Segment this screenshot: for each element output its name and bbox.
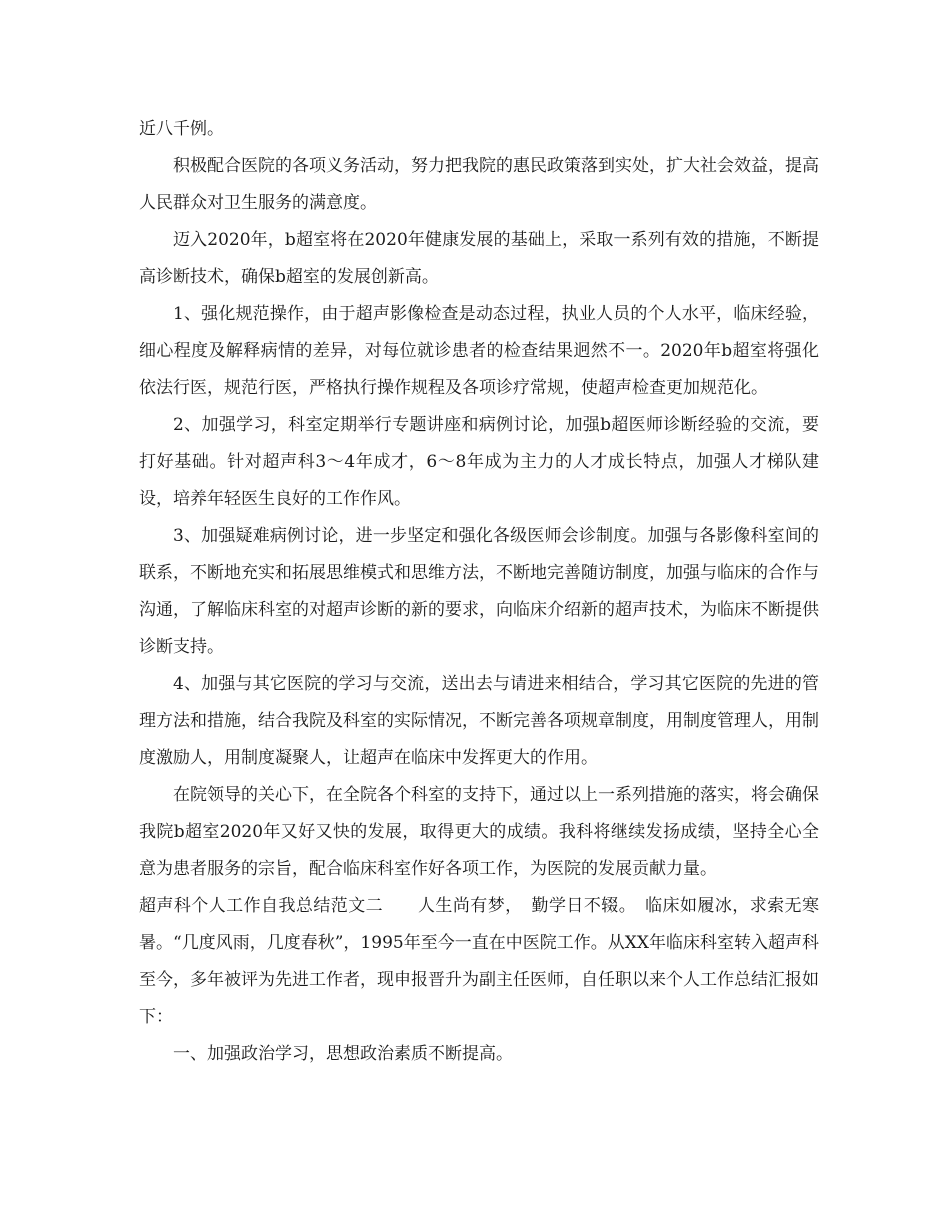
paragraph-5: 2、加强学习，科室定期举行专题讲座和病例讨论，加强b超医师诊断经验的交流，要打好基础。针对超声科3～4年成才，6～8年成为主力的人才成长特点，加强人才梯队建设，培养年轻医生良好的工作作风。 xyxy=(139,415,819,509)
paragraph-3: 迈入2020年，b超室将在2020年健康发展的基础上，采取一系列有效的措施，不断提高诊断技术，确保b超室的发展创新高。 xyxy=(139,230,819,287)
paragraph-2: 积极配合医院的各项义务活动，努力把我院的惠民政策落到实处，扩大社会效益，提高人民群众对卫生服务的满意度。 xyxy=(139,156,819,213)
paragraph-7: 4、加强与其它医院的学习与交流，送出去与请进来相结合，学习其它医院的先进的管理方法和措施，结合我院及科室的实际情况，不断完善各项规章制度，用制度管理人，用制度激励人，用制度凝聚人，让超声在临床中发挥更大的作用。 xyxy=(139,674,819,768)
paragraph-6: 3、加强疑难病例讨论，进一步坚定和强化各级医师会诊制度。加强与各影像科室间的联系，不断地充实和拓展思维模式和思维方法，不断地完善随访制度，加强与临床的合作与沟通，了解临床科室的对超声诊断的新的要求，向临床介绍新的超声技术，为临床不断提供诊断支持。 xyxy=(139,526,819,657)
paragraph-8: 在院领导的关心下，在全院各个科室的支持下，通过以上一系列措施的落实，将会确保我院b超室2020年又好又快的发展，取得更大的成绩。我科将继续发扬成绩，坚持全心全意为患者服务的宗旨，配合临床科室作好各项工作，为医院的发展贡献力量。 xyxy=(139,785,819,879)
paragraph-4: 1、强化规范操作，由于超声影像检查是动态过程，执业人员的个人水平，临床经验，细心程度及解释病情的差异，对每位就诊患者的检查结果迥然不一。2020年b超室将强化依法行医，规范行医，严格执行操作规程及各项诊疗常规，使超声检查更加规范化。 xyxy=(139,304,819,398)
paragraph-10: 一、加强政治学习，思想政治素质不断提高。 xyxy=(173,1044,513,1064)
document-body xyxy=(139,111,819,1073)
paragraph-9-section-heading: 超声科个人工作自我总结范文二 人生尚有梦， 勤学日不辍。 临床如履冰，求索无寒暑。“几度风雨，几度春秋”，1995年至今一直在中医院工作。从XX年临床科室转入超声科至今，多年被评为先进工作者，现申报晋升为副主任医师，自任职以来个人工作总结汇报如下： xyxy=(139,896,819,1027)
paragraph-1: 近八千例。 xyxy=(139,119,224,139)
